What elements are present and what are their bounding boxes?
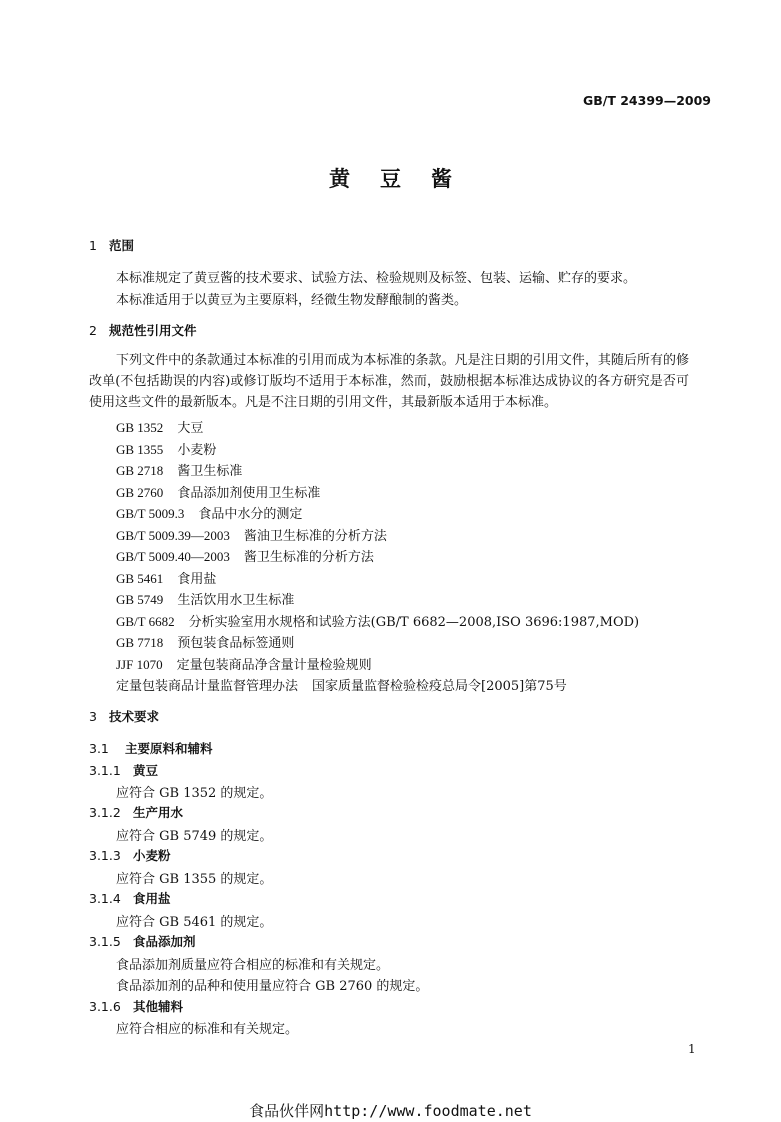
reference-item: GB/T 5009.40—2003 酱卫生标准的分析方法	[116, 549, 374, 565]
subsection-heading: 3.1.3 小麦粉	[89, 848, 171, 863]
subsection-heading: 3.1.6 其他辅料	[89, 999, 184, 1014]
paragraph: 食品添加剂的品种和使用量应符合 GB 2760 的规定。	[116, 979, 429, 994]
section-number: 2	[89, 323, 97, 338]
section-title: 范围	[109, 238, 135, 253]
subsection-heading: 3.1.4 食用盐	[89, 891, 171, 906]
reference-item: GB 2718 酱卫生标准	[116, 463, 243, 479]
section-title: 技术要求	[109, 709, 160, 724]
section-1-heading	[89, 236, 134, 254]
document-title: 黄豆酱	[329, 167, 482, 191]
paragraph: 本标准规定了黄豆酱的技术要求、试验方法、检验规则及标签、包装、运输、贮存的要求。	[116, 271, 637, 286]
paragraph: 应符合 GB 1355 的规定。	[116, 872, 273, 887]
paragraph: 应符合 GB 5749 的规定。	[116, 829, 273, 844]
reference-item: GB 1352 大豆	[116, 420, 204, 436]
paragraph: 应符合 GB 5461 的规定。	[116, 915, 273, 930]
subsection-heading: 3.1 主要原料和辅料	[89, 741, 213, 756]
reference-item: GB/T 6682 分析实验室用水规格和试验方法(GB/T 6682—2008,ISO 3696:1987,MOD)	[116, 614, 640, 630]
reference-item: GB/T 5009.39—2003 酱油卫生标准的分析方法	[116, 528, 387, 544]
subsection-heading: 3.1.1 黄豆	[89, 763, 159, 778]
paragraph: 食品添加剂质量应符合相应的标准和有关规定。	[116, 958, 390, 973]
intro-paragraph: 下列文件中的条款通过本标准的引用而成为本标准的条款。凡是注日期的引用文件，其随后所有的修改单(不包括勘误的内容)或修订版均不适用于本标准，然而，鼓励根据本标准达成协议的各方研究是否可使用这些文件的最新版本。凡是不注日期的引用文件，其最新版本适用于本标准。	[89, 353, 689, 410]
section-number: 3	[89, 709, 97, 724]
subsection-heading: 3.1.2 生产用水	[89, 805, 184, 820]
footer-watermark: 食品伙伴网http://www.foodmate.net	[249, 1102, 532, 1120]
reference-item: GB 5749 生活饮用水卫生标准	[116, 592, 295, 608]
paragraph: 应符合相应的标准和有关规定。	[116, 1022, 299, 1037]
section-2-heading	[89, 321, 197, 339]
reference-item: GB/T 5009.3 食品中水分的测定	[116, 506, 303, 522]
reference-item: GB 1355 小麦粉	[116, 442, 217, 458]
section-3-heading	[89, 707, 159, 725]
section-title: 规范性引用文件	[109, 323, 197, 338]
reference-item: GB 5461 食用盐	[116, 571, 217, 587]
reference-item: GB 2760 食品添加剂使用卫生标准	[116, 485, 321, 501]
reference-item: 定量包装商品计量监督管理办法 国家质量监督检验检疫总局令[2005]第75号	[116, 678, 567, 694]
reference-item: JJF 1070 定量包装商品净含量计量检验规则	[116, 657, 372, 673]
subsection-heading: 3.1.5 食品添加剂	[89, 934, 196, 949]
paragraph: 应符合 GB 1352 的规定。	[116, 786, 273, 801]
page-number: 1	[688, 1042, 696, 1056]
reference-item: GB 7718 预包装食品标签通则	[116, 635, 295, 651]
standard-number: GB/T 24399—2009	[583, 93, 712, 108]
paragraph: 本标准适用于以黄豆为主要原料，经微生物发酵酿制的酱类。	[116, 293, 468, 308]
section-number: 1	[89, 238, 97, 253]
